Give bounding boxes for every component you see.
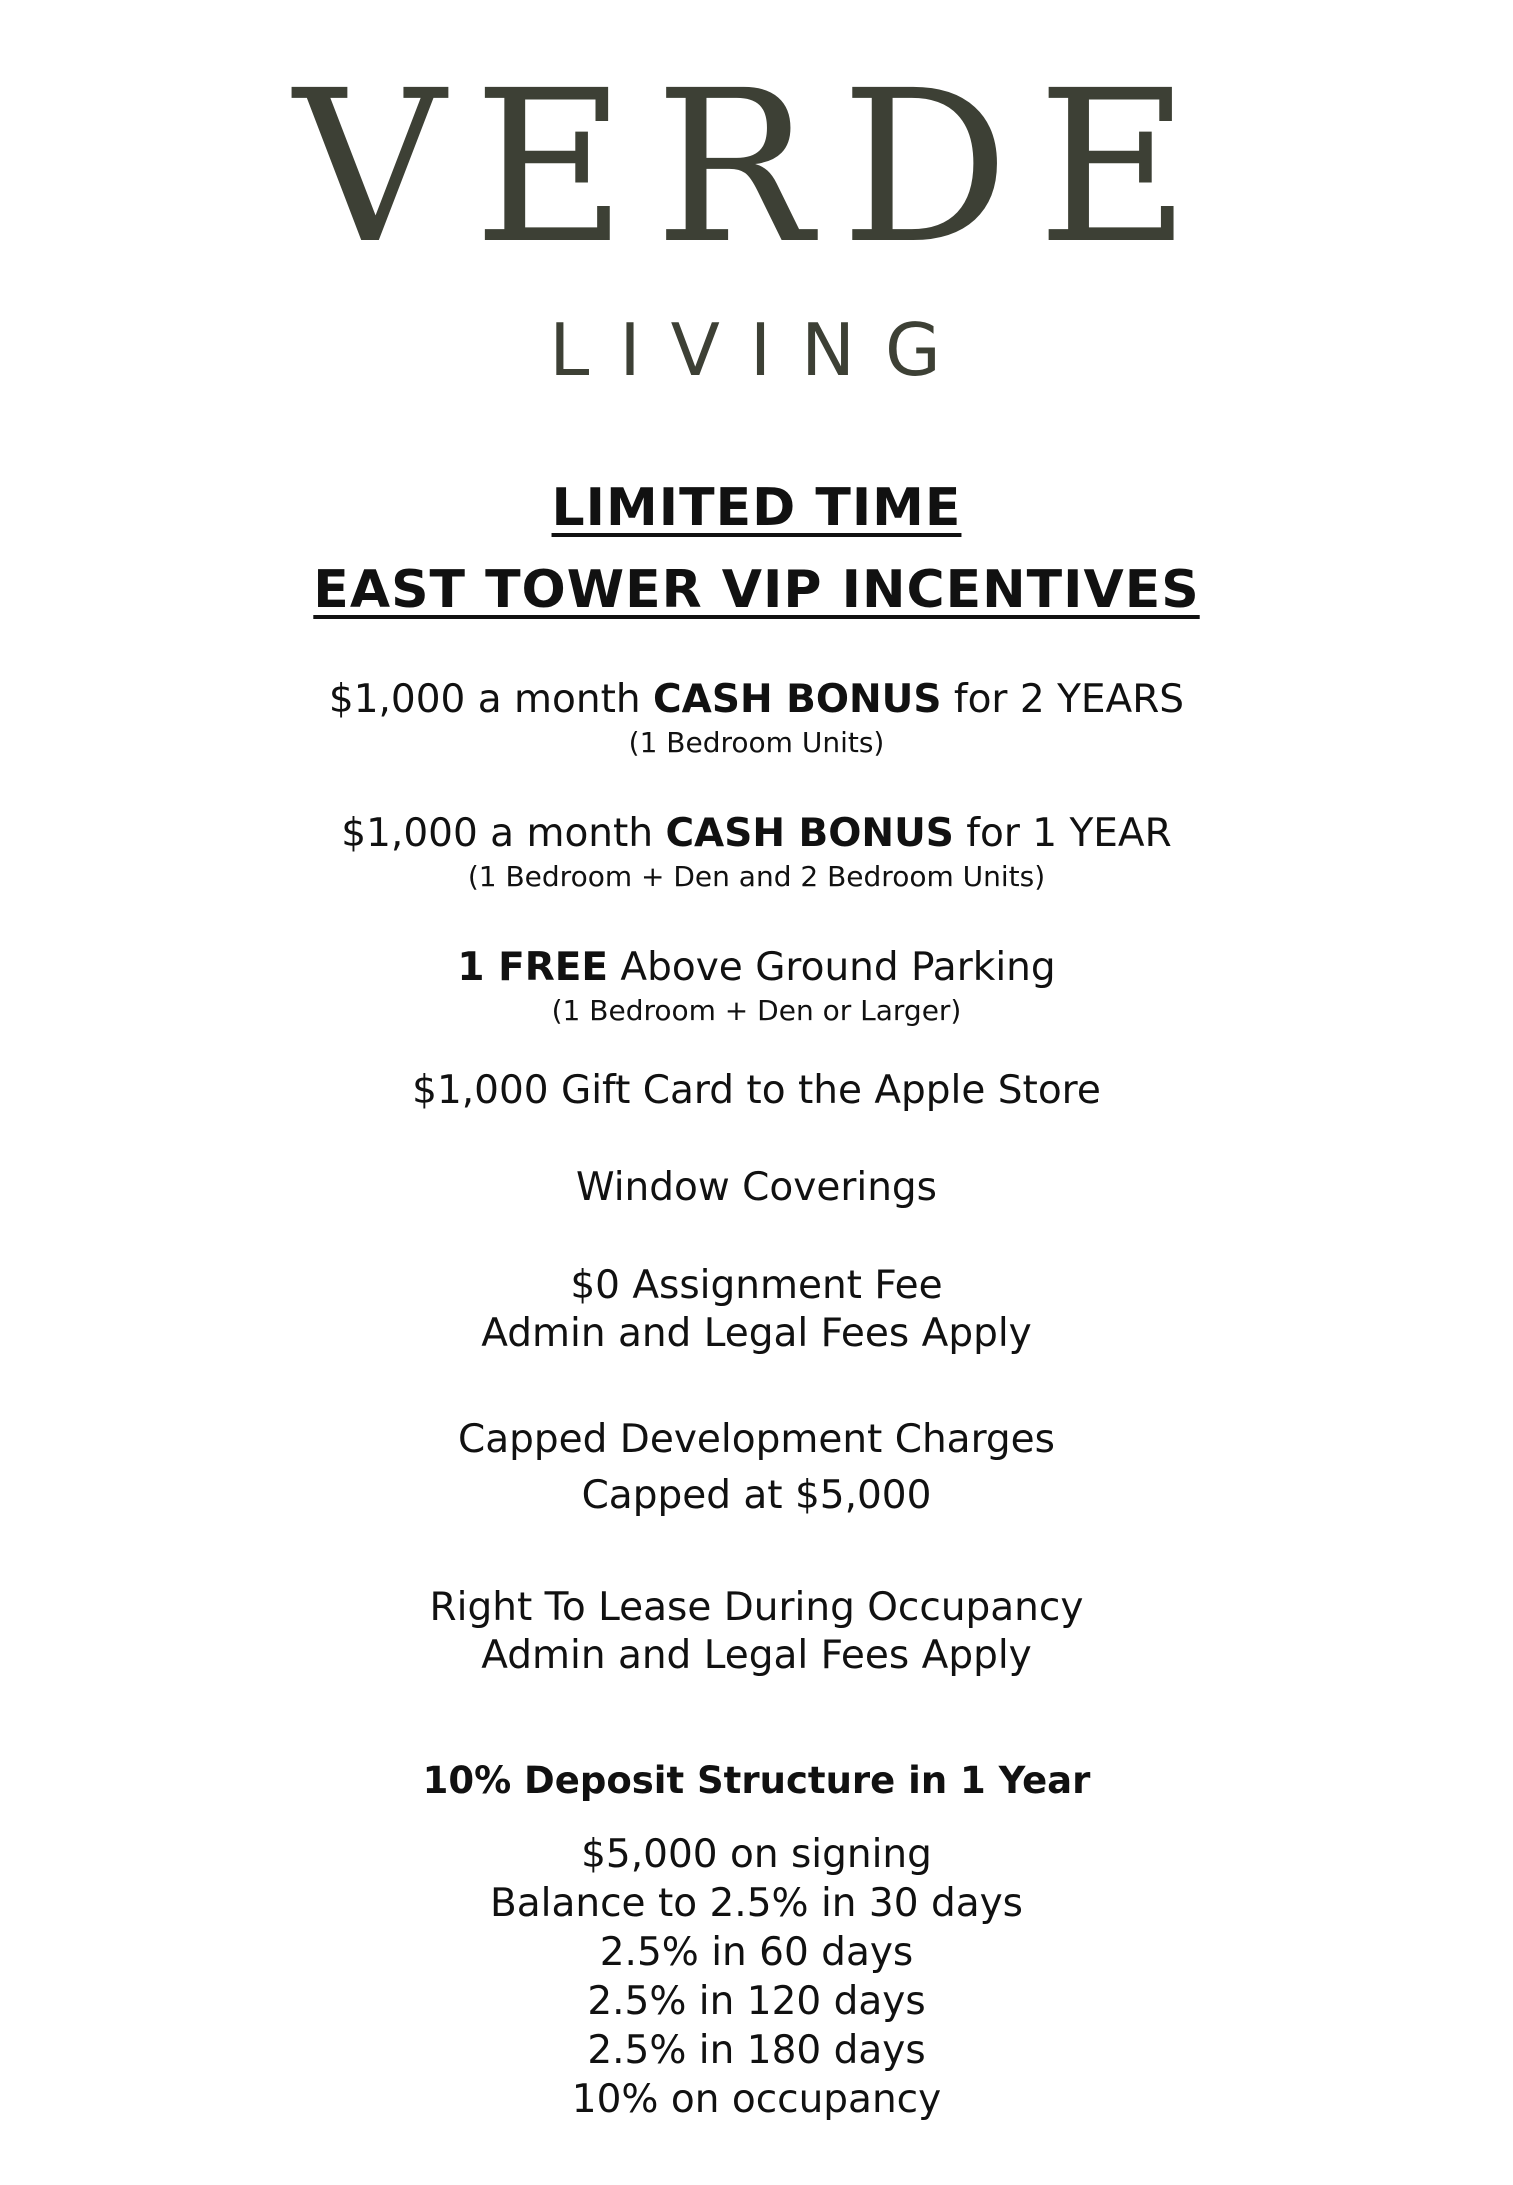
cash-1-bold: CASH BONUS [653,677,942,722]
verde-living-logo [0,70,1513,390]
cash-1-prefix: $1,000 a month [328,677,654,722]
incentive-development-cap: Capped at $5,000 [581,1473,932,1518]
incentive-development-charges: Capped Development Charges [458,1417,1055,1462]
heading-vip-incentives [0,560,1513,620]
incentive-cash-1-note: (1 Bedroom Units) [628,726,885,759]
deposit-item: Balance to 2.5% in 30 days [490,1881,1023,1926]
incentive-lease-note: Admin and Legal Fees Apply [481,1633,1032,1678]
incentive-parking-note: (1 Bedroom + Den or Larger) [551,994,962,1027]
logo-graphic [0,70,1513,390]
cash-2-prefix: $1,000 a month [341,811,666,856]
incentive-right-to-lease: Right To Lease During Occupancy [429,1585,1084,1630]
deposit-list [0,1830,1513,2124]
incentive-gift-card: $1,000 Gift Card to the Apple Store [412,1068,1101,1113]
incentive-free-parking [0,944,1513,992]
incentive-cash-2-note: (1 Bedroom + Den and 2 Bedroom Units) [467,860,1046,893]
cash-1-suffix: for 2 YEARS [941,677,1185,722]
heading-line-2: EAST TOWER VIP INCENTIVES [313,560,1200,620]
deposit-item: 2.5% in 120 days [587,1979,926,2024]
parking-suffix: Above Ground Parking [608,945,1056,990]
incentive-assignment-fee: $0 Assignment Fee [570,1263,943,1308]
deposit-title: 10% Deposit Structure in 1 Year [422,1759,1091,1802]
deposit-item: 2.5% in 180 days [587,2028,926,2073]
heading-line-1: LIMITED TIME [551,478,962,538]
parking-bold: 1 FREE [457,945,609,990]
deposit-item: 10% on occupancy [571,2077,942,2122]
incentive-cash-bonus-1-year [0,810,1513,858]
logo-brand: VERDE [293,70,1219,290]
deposit-item: $5,000 on signing [581,1832,932,1877]
cash-2-suffix: for 1 YEAR [953,811,1172,856]
incentive-cash-bonus-2-years [0,676,1513,724]
incentive-assignment-note: Admin and Legal Fees Apply [481,1311,1032,1356]
logo-tagline: LIVING [549,308,971,390]
cash-2-bold: CASH BONUS [665,811,954,856]
deposit-item: 2.5% in 60 days [599,1930,914,1975]
heading-limited-time [0,478,1513,538]
incentive-window-coverings: Window Coverings [576,1165,937,1210]
